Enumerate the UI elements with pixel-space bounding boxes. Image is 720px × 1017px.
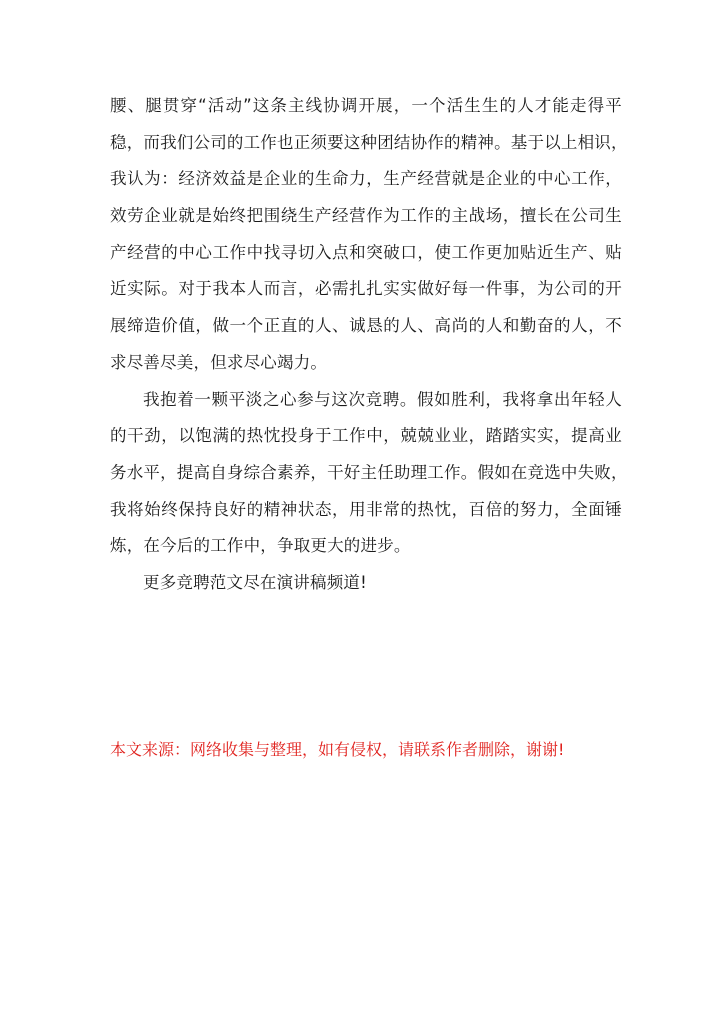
text-line: 更多竞聘范文尽在演讲稿频道! — [143, 572, 367, 592]
text-line: 近实际。对于我本人而言，必需扎扎实实做好每一件事，为公司的开 — [110, 279, 622, 299]
text-line: 我抱着一颗平淡之心参与这次竞聘。假如胜利，我将拿出年轻人 — [143, 389, 622, 409]
text-line: 产经营的中心工作中找寻切入点和突破口，使工作更加贴近生产、贴 — [110, 242, 622, 262]
text-line: 的干劲，以饱满的热忱投身于工作中，兢兢业业，踏踏实实，提高业 — [110, 426, 622, 446]
text-line: 展缔造价值，做一个正直的人、诚恳的人、高尚的人和勤奋的人，不 — [110, 316, 622, 336]
text-line: 务水平，提高自身综合素养，干好主任助理工作。假如在竞选中失败， — [110, 462, 628, 482]
text-line: 我将始终保持良好的精神状态，用非常的热忱，百倍的努力，全面锤 — [110, 499, 622, 519]
text-line: 我认为：经济效益是企业的生命力，生产经营就是企业的中心工作， — [110, 169, 622, 189]
source-note: 本文来源：网络收集与整理，如有侵权，请联系作者删除，谢谢! — [110, 740, 565, 759]
text-line: 腰、腿贯穿“活动”这条主线协调开展，一个活生生的人才能走得平 — [110, 96, 622, 115]
text-line: 稳，而我们公司的工作也正须要这种团结协作的精神。基于以上相识， — [110, 132, 628, 152]
body-text — [110, 88, 628, 602]
text-line: 求尽善尽美，但求尽心竭力。 — [110, 352, 328, 372]
text-line: 效劳企业就是始终把围绕生产经营作为工作的主战场，擅长在公司生 — [110, 206, 622, 226]
text-line: 炼，在今后的工作中，争取更大的进步。 — [110, 536, 411, 556]
